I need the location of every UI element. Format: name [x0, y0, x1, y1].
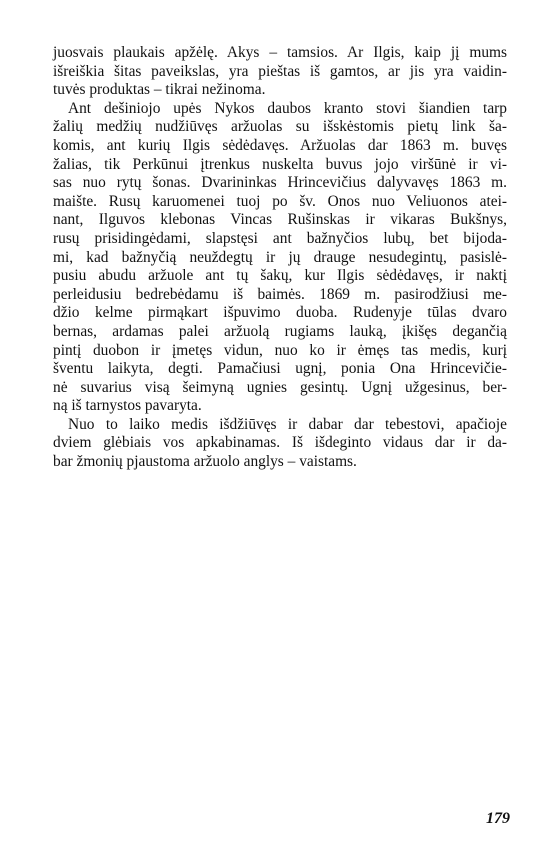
- text-line: nant, Ilguvos klebonas Vincas Rušinskas ir vikaras Bukšnys,: [53, 211, 507, 229]
- text-line: dviem glėbiais vos apkabinamas. Iš išdeginto vidaus dar ir da-: [53, 434, 507, 452]
- text-line: sas nuo rytų šonas. Dvarininkas Hrincevičius dalyvavęs 1863 m.: [53, 174, 507, 192]
- paragraph-3: [53, 416, 507, 472]
- text-line: perleidusiu bedrebėdamu iš baimės. 1869 m. pasirodžiusi me-: [53, 285, 507, 303]
- text-line: komis, ant kurių Ilgis sėdėdavęs. Aržuolas dar 1863 m. buvęs: [53, 136, 507, 154]
- text-line: juosvais plaukais apžėlę. Akys – tamsios. Ar Ilgis, kaip jį mums: [53, 44, 507, 61]
- text-line: pusiu abudu aržuole ant tų šakų, kur Ilgis sėdėdavęs, ir naktį: [53, 267, 507, 285]
- text-line: šventu laikyta, degti. Pamačiusi ugnį, ponia Ona Hrincevičie-: [53, 360, 507, 378]
- text-line: ną iš tarnystos pavaryta.: [53, 397, 202, 415]
- text-line: žalių medžių nudžiūvęs aržuolas su išskėstomis pietų link ša-: [53, 118, 507, 136]
- text-line: tuvės produktas – tikrai nežinoma.: [53, 81, 266, 99]
- text-line: pintį duobon ir įmetęs vidun, nuo ko ir ėmęs tas medis, kurį: [53, 341, 507, 359]
- paragraph-2: [53, 100, 507, 416]
- text-line: bernas, ardamas palei aržuolą rugiams lauką, įkišęs degančią: [53, 322, 507, 340]
- text-line: išreiškia šitas paveikslas, yra pieštas iš gamtos, ar jis yra vaidin-: [53, 62, 507, 80]
- text-line: bar žmonių pjaustoma aržuolo anglys – vaistams.: [53, 453, 357, 471]
- text-line: mi, kad bažnyčią neuždegtų ir jų drauge nesudegintų, pasislė-: [53, 248, 507, 266]
- text-line: džio kelme pirmąkart išpuvimo duoba. Rudenyje tūlas dvaro: [53, 304, 507, 322]
- text-line: maište. Rusų karuomenei tuoj po šv. Onos nuo Veliuonos atei-: [53, 192, 507, 210]
- text-line: rusų prisidingėdami, slapstęsi ant bažnyčios lubų, bet bijoda-: [53, 229, 507, 247]
- text-line: Ant dešiniojo upės Nykos daubos kranto stovi šiandien tarp: [68, 99, 507, 117]
- text-line: žalias, tik Perkūnui įtrenkus nuskelta buvus jojo viršūnė ir vi-: [53, 155, 507, 173]
- text-line: Nuo to laiko medis išdžiūvęs ir dabar dar tebestovi, apačioje: [68, 415, 507, 433]
- paragraph-1: [53, 44, 507, 100]
- text-line: nė suvarius visą šeimyną ugnies gesintų. Ugnį užgesinus, ber-: [53, 378, 507, 396]
- page-number: 179: [486, 810, 510, 827]
- body-text: [53, 44, 507, 472]
